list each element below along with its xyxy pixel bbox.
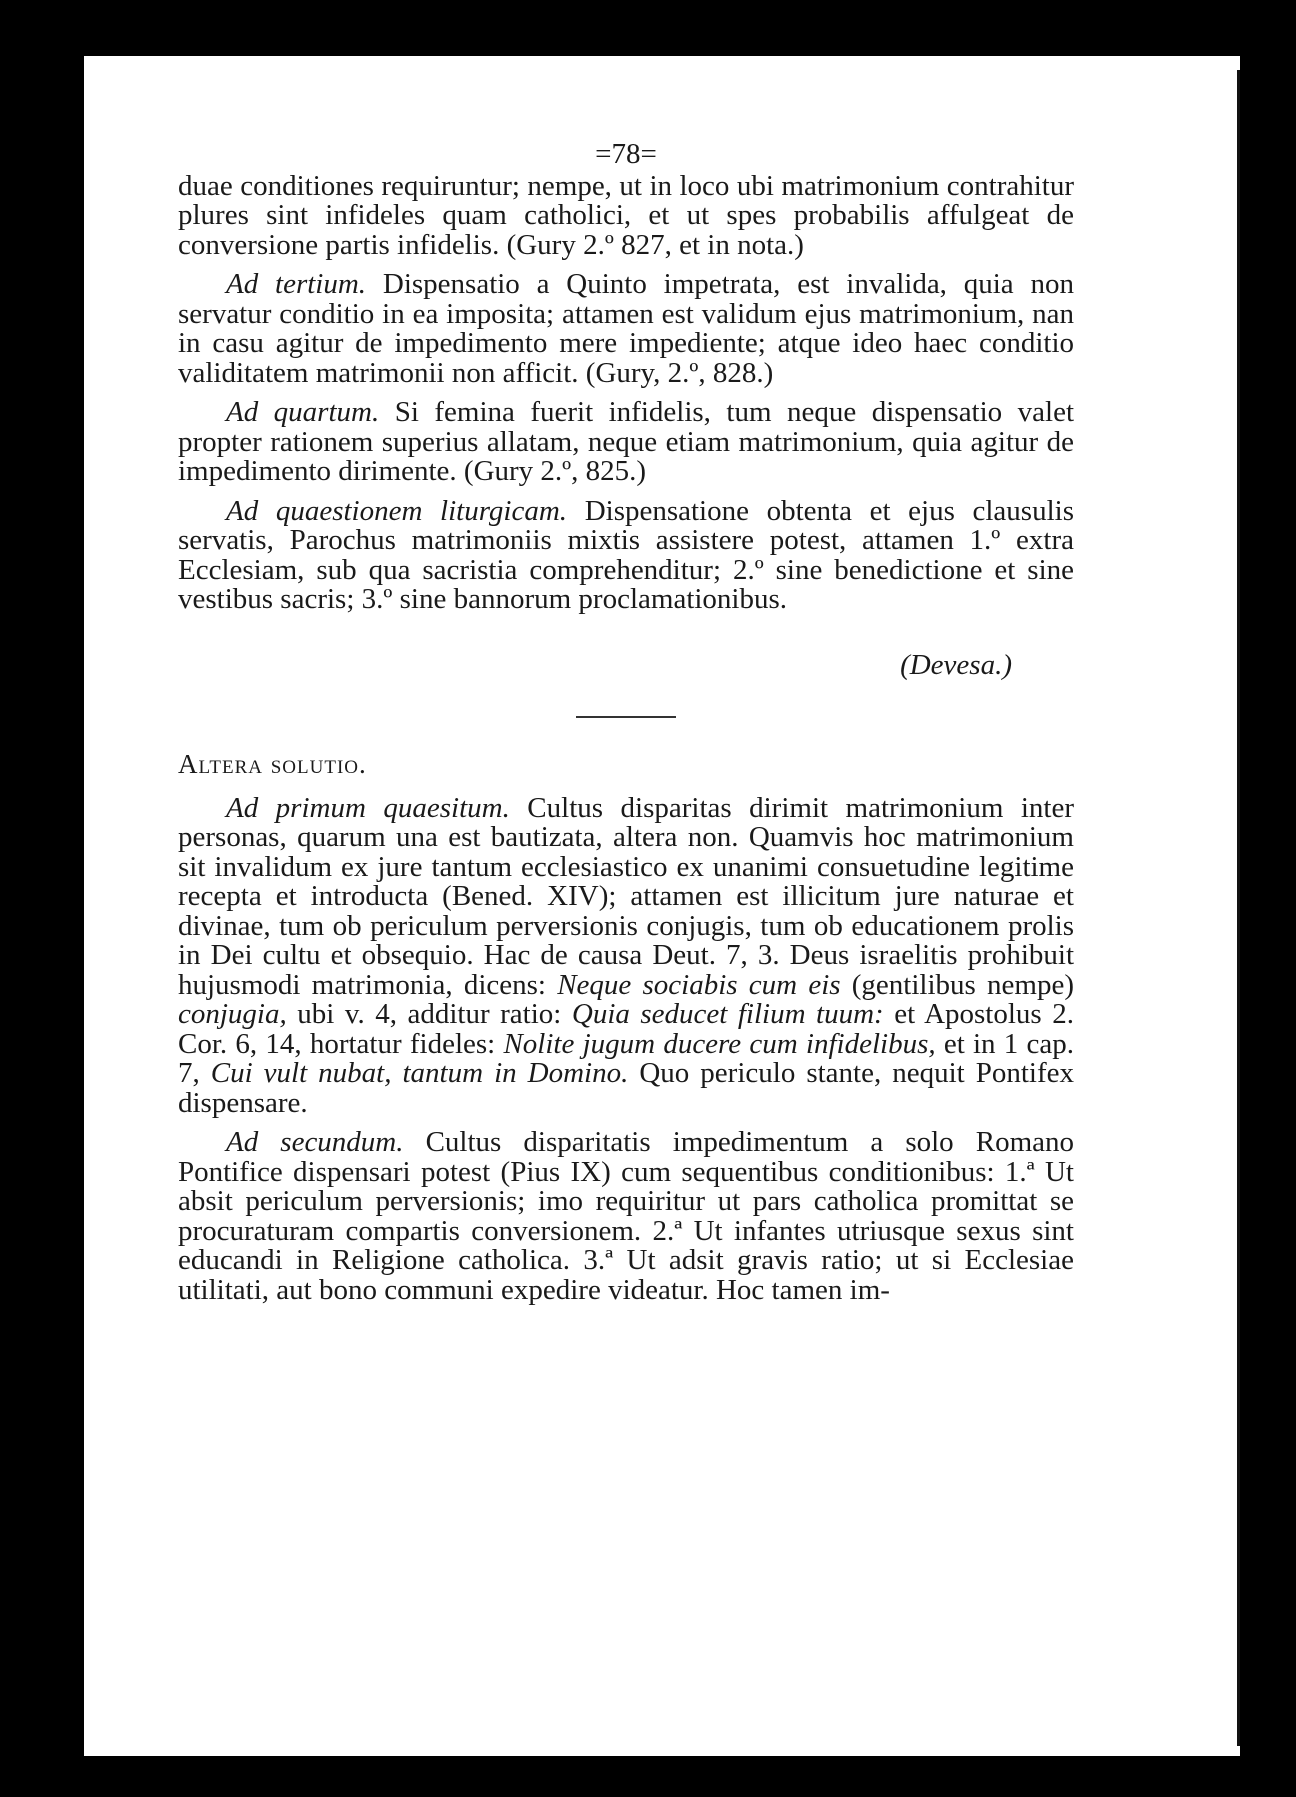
quotation: Nolite jugum ducere cum infidelibus, <box>503 1027 936 1060</box>
paragraph-lead: Ad quaestionem liturgicam. <box>226 494 568 527</box>
paragraph-ad-primum <box>178 791 1075 1119</box>
section-title: Altera solutio. <box>178 749 367 779</box>
paragraph-lead: Ad tertium. <box>226 268 367 300</box>
paragraph-text: et in 1 cap. 7, <box>178 1027 1075 1089</box>
paragraph-continuation <box>178 169 1074 261</box>
page-content <box>178 140 1074 1305</box>
paragraph-lead: Ad primum quaesitum. <box>226 791 510 824</box>
paragraph-lead: Ad secundum. <box>226 1126 404 1158</box>
paragraph-ad-quartum <box>178 398 1074 487</box>
author-signature: (Devesa.) <box>900 648 1012 681</box>
paragraph-lead: Ad quartum. <box>226 396 380 428</box>
quotation: Neque sociabis cum eis <box>557 968 841 1001</box>
section-divider <box>576 716 676 718</box>
paragraph-ad-secundum <box>178 1128 1074 1305</box>
quotation: Cui vult nubat, tantum in Domino. <box>210 1057 629 1089</box>
paragraph-text: Dispensatio a Quinto impetrata, est invalida, quia non servatur conditio in ea imposita; attamen est validum ejus matrimonium, nan in casu agitur de impedimento mere impediente; atque ideo haec conditio validitatem matrimonii non afficit. (Gury, 2.º, 828.) <box>178 268 1074 389</box>
paragraph-text: et Apostolus 2. Cor. 6, 14, hortatur fideles: <box>178 998 1074 1060</box>
paragraph-text: ubi v. 4, additur ratio: <box>286 998 572 1030</box>
page-edge-line <box>1237 70 1240 1746</box>
paragraph-ad-tertium <box>178 270 1074 388</box>
quotation: conjugia, <box>178 998 287 1030</box>
paragraph-text: duae conditiones requiruntur; nempe, ut in loco ubi matrimonium contrahitur plures sint infideles quam catholici, et ut spes probabilis affulgeat de conversione partis infidelis. (Gury 2.º 827, et in nota.) <box>178 169 1074 261</box>
paragraph-text: Dispensatione obtenta et ejus clausulis servatis, Parochus matrimoniis mixtis assistere potest, attamen 1.º extra Ecclesiam, sub qua sacristia comprehenditur; 2.º sine benedictione et sine vestibus sacris; 3.º sine bannorum proclamationibus. <box>178 494 1074 615</box>
paragraph-text: Cultus disparitas dirimit matrimonium inter personas, quarum una est bautizata, altera non. Quamvis hoc matrimonium sit invalidum ex jure tantum ecclesiastico ex unanimi consuetudine legitime recepta et introducta (Bened. XIV); attamen est illicitum jure naturae et divinae, tum ob periculum perversionis conjugis, tum ob educationem prolis in Dei cultu et obsequio. Hac de causa Deut. 7, 3. Deus israelitis prohibuit hujusmodi matrimonia, dicens: <box>178 791 1074 1001</box>
quotation: Quia seducet filium tuum: <box>571 998 884 1030</box>
paragraph-text: (gentilibus nempe) <box>840 968 1074 1001</box>
paragraph-text: Quo periculo stante, nequit Pontifex dispensare. <box>178 1057 1075 1119</box>
paragraph-ad-quaestionem <box>178 494 1074 615</box>
page-number: =78= <box>595 138 657 170</box>
paragraph-text: Cultus disparitatis impedimentum a solo Romano Pontifice dispensari potest (Pius IX) cum sequentibus conditionibus: 1.ª Ut absit periculum perversionis; imo requiritur ut pars catholica promittat se procuraturam compartis conversionem. 2.ª Ut infantes utriusque sexus sint educandi in Religione catholica. 3.ª Ut adsit gravis ratio; ut si Ecclesiae utilitati, aut bono communi expedire videatur. Hoc tamen im- <box>178 1126 1075 1306</box>
paragraph-text: Si femina fuerit infidelis, tum neque dispensatio valet propter rationem superius allatam, neque etiam matrimonium, quia agitur de impedimento dirimente. (Gury 2.º, 825.) <box>178 396 1075 487</box>
